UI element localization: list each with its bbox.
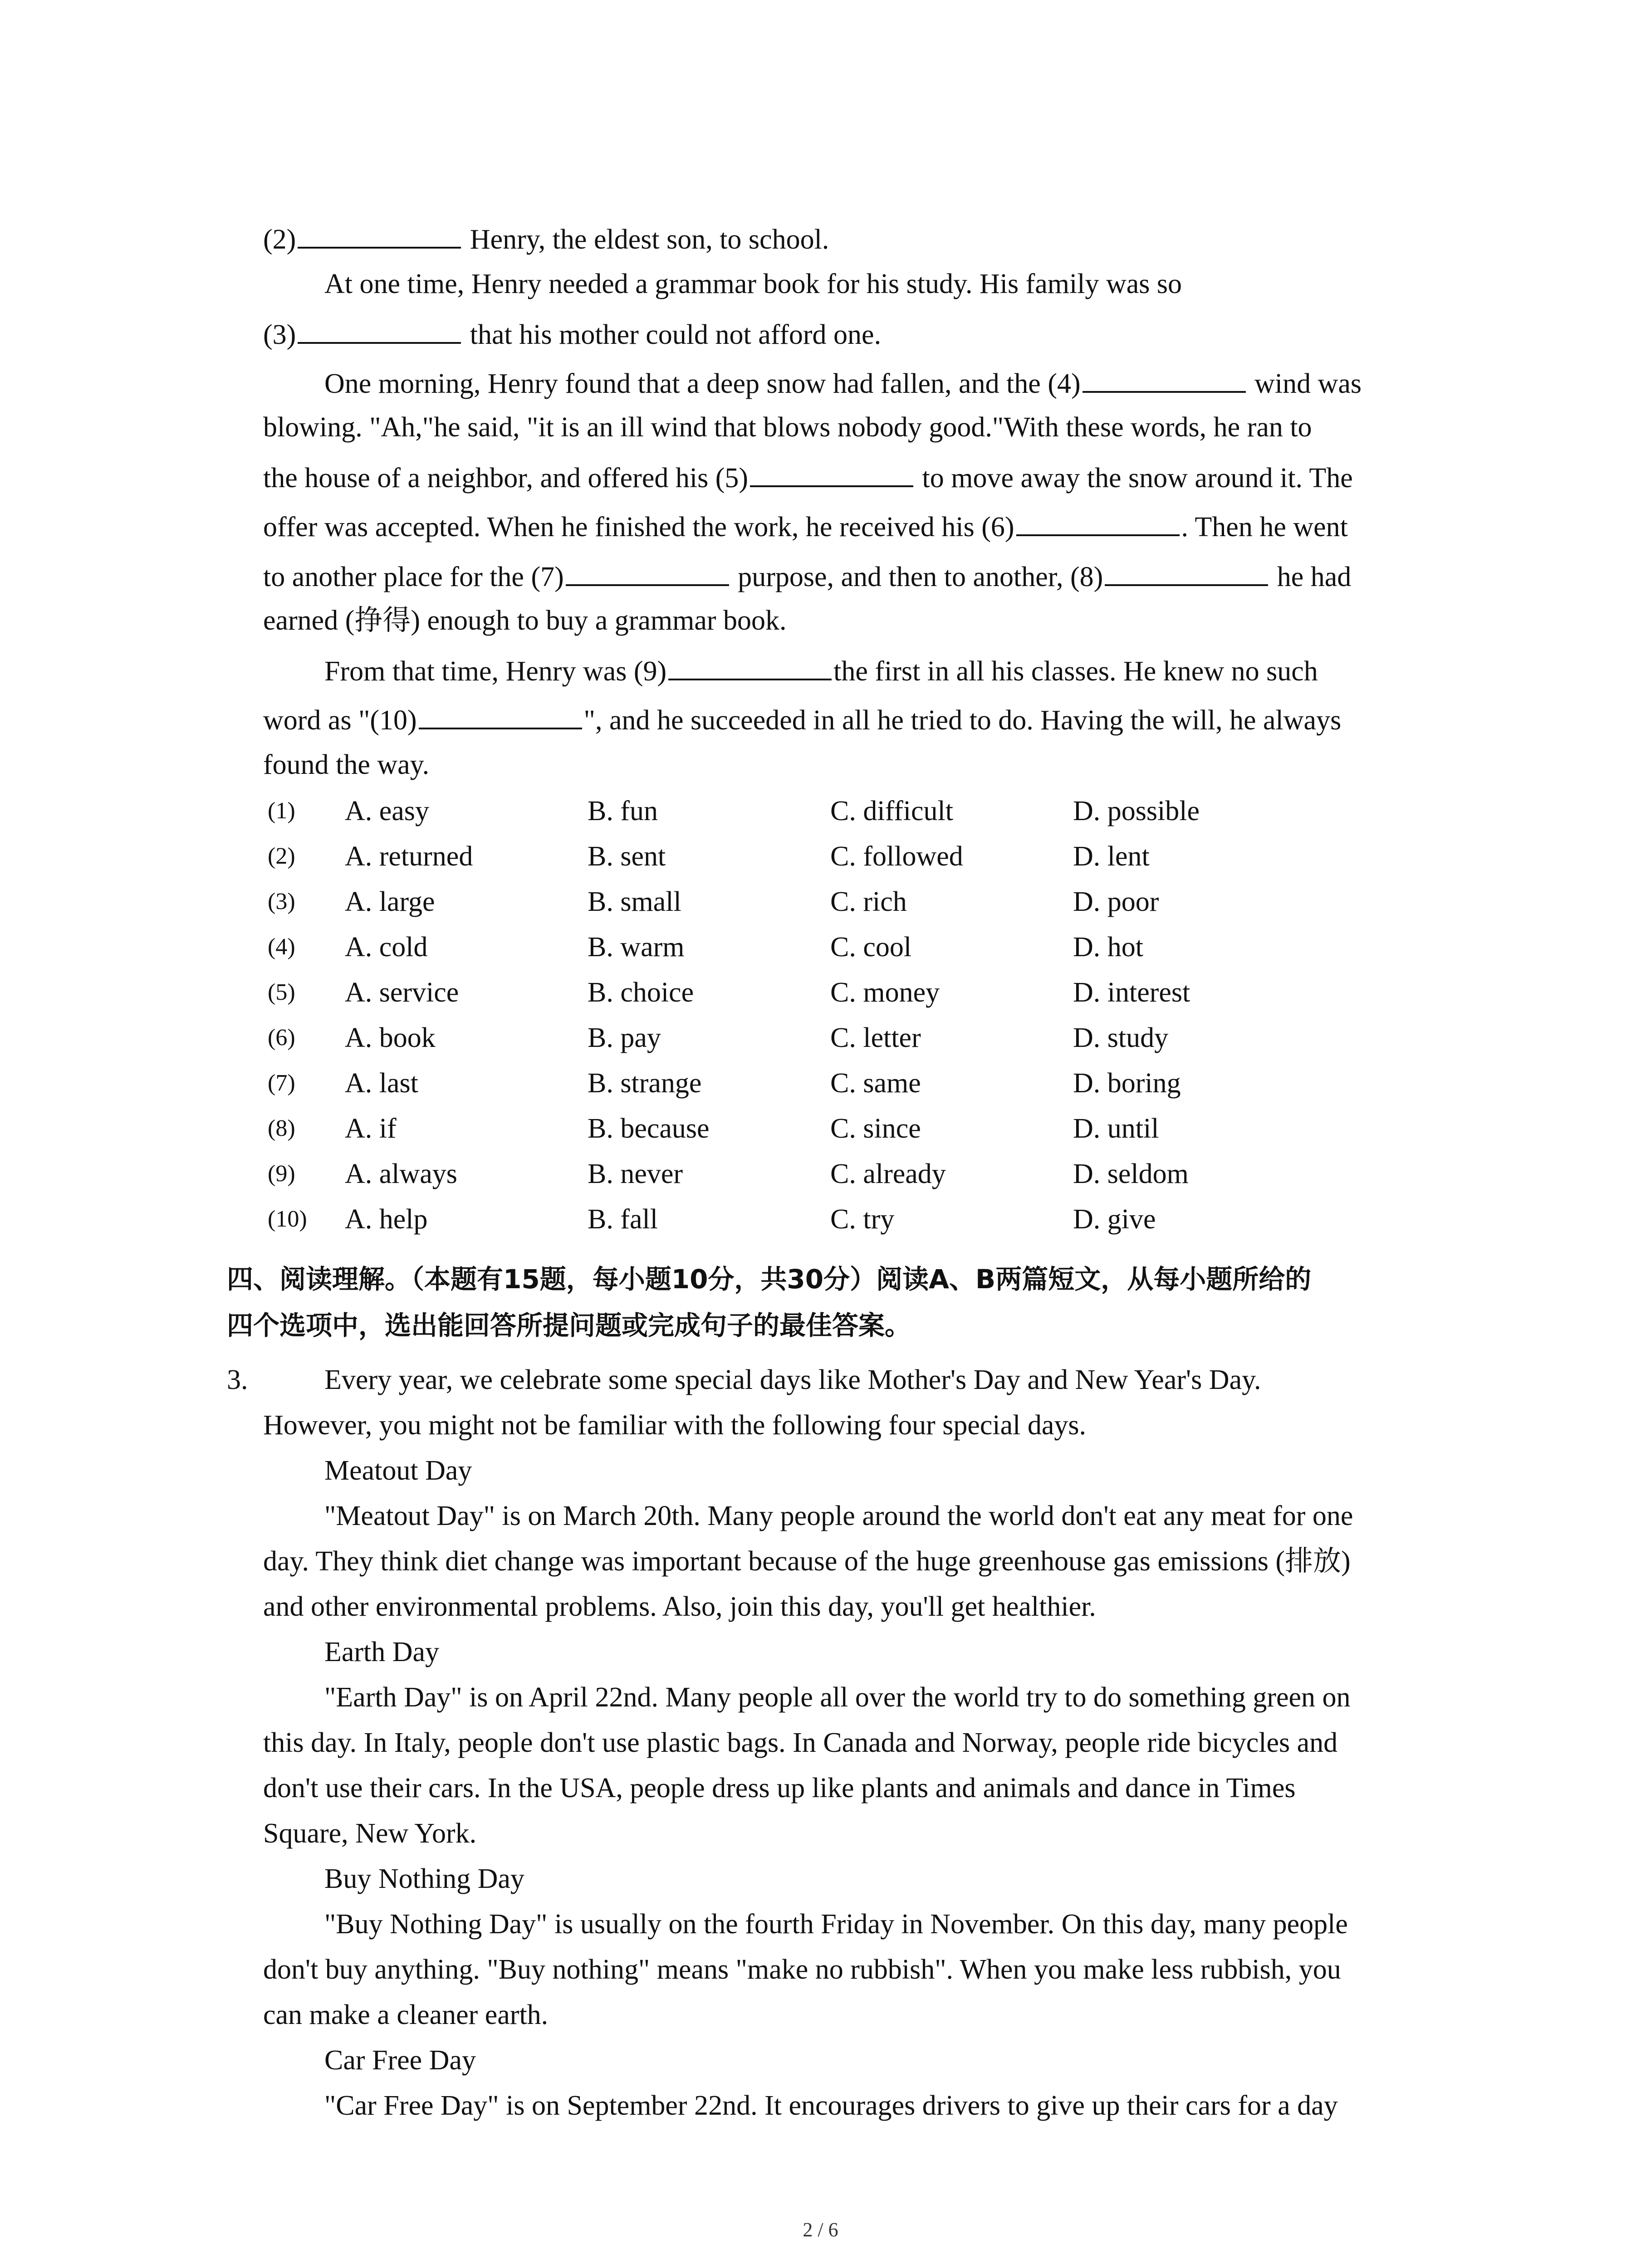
answer-blank bbox=[566, 559, 729, 586]
text-span: ", and he succeeded in all he tried to do. Having the will, he always bbox=[583, 705, 1342, 736]
passage-line: this day. In Italy, people don't use plastic bags. In Canada and Norway, people ride bicycles and bbox=[263, 1727, 1338, 1758]
option-row bbox=[263, 1112, 1488, 1149]
passage-line: earned (挣得) enough to buy a grammar book. bbox=[263, 605, 787, 636]
answer-blank bbox=[1083, 366, 1246, 393]
option-choice[interactable]: D. hot bbox=[1073, 932, 1143, 963]
text-span: he had bbox=[1270, 562, 1352, 592]
text-span: Henry, the eldest son, to school. bbox=[463, 224, 829, 255]
text-span: offer was accepted. When he finished the work, he received his (6) bbox=[263, 512, 1014, 543]
passage-line: At one time, Henry needed a grammar book for his study. His family was so bbox=[324, 269, 1182, 299]
option-choice[interactable]: A. if bbox=[345, 1113, 397, 1144]
text-span: purpose, and then to another, (8) bbox=[730, 562, 1103, 592]
option-choice[interactable]: B. sent bbox=[588, 841, 666, 872]
option-row bbox=[263, 885, 1488, 922]
text-span: . Then he went bbox=[1181, 512, 1348, 543]
passage-line bbox=[263, 509, 1452, 543]
text-span: One morning, Henry found that a deep snow had fallen, and the (4) bbox=[324, 368, 1081, 399]
option-choice[interactable]: D. give bbox=[1073, 1204, 1156, 1235]
option-row bbox=[263, 1203, 1488, 1239]
option-choice[interactable]: C. difficult bbox=[830, 796, 953, 826]
passage-line: "Earth Day" is on April 22nd. Many people all over the world try to do something green on bbox=[324, 1682, 1351, 1713]
option-choice[interactable]: A. always bbox=[345, 1158, 457, 1189]
option-number: (8) bbox=[268, 1115, 295, 1141]
passage-line: Every year, we celebrate some special days like Mother's Day and New Year's Day. bbox=[324, 1364, 1261, 1395]
option-choice[interactable]: C. money bbox=[830, 977, 940, 1008]
option-number: (4) bbox=[268, 934, 295, 960]
option-number: (5) bbox=[268, 979, 295, 1005]
text-span: to another place for the (7) bbox=[263, 562, 564, 592]
blank-number: (2) bbox=[263, 224, 296, 255]
answer-blank bbox=[1016, 509, 1180, 536]
text-span: From that time, Henry was (9) bbox=[324, 656, 667, 687]
answer-blank bbox=[668, 653, 832, 680]
option-choice[interactable]: B. strange bbox=[588, 1068, 702, 1099]
option-number: (3) bbox=[268, 889, 295, 914]
option-choice[interactable]: A. cold bbox=[345, 932, 428, 963]
section-heading: 四、阅读理解。（本题有15题，每小题10分，共30分）阅读A、B两篇短文，从每小题所给的 bbox=[227, 1264, 1312, 1295]
subheading: Earth Day bbox=[324, 1637, 440, 1667]
option-choice[interactable]: B. warm bbox=[588, 932, 685, 963]
passage-line: "Meatout Day" is on March 20th. Many people around the world don't eat any meat for one bbox=[324, 1501, 1353, 1531]
option-choice[interactable]: C. since bbox=[830, 1113, 921, 1144]
option-choice[interactable]: D. study bbox=[1073, 1022, 1169, 1053]
text-span: wind was bbox=[1247, 368, 1362, 399]
option-choice[interactable]: C. try bbox=[830, 1204, 895, 1235]
option-choice[interactable]: B. fun bbox=[588, 796, 658, 826]
text-span: the first in all his classes. He knew no such bbox=[833, 656, 1318, 687]
option-choice[interactable]: D. interest bbox=[1073, 977, 1190, 1008]
option-choice[interactable]: A. large bbox=[345, 886, 435, 917]
text-span: that his mother could not afford one. bbox=[463, 319, 882, 350]
option-choice[interactable]: C. letter bbox=[830, 1022, 921, 1053]
option-choice[interactable]: A. book bbox=[345, 1022, 436, 1053]
option-choice[interactable]: C. same bbox=[830, 1068, 921, 1099]
option-choice[interactable]: C. already bbox=[830, 1158, 946, 1189]
passage-line: blowing. "Ah,"he said, "it is an ill wind that blows nobody good."With these words, he ran to bbox=[263, 412, 1312, 443]
subheading: Meatout Day bbox=[324, 1455, 472, 1486]
option-number: (7) bbox=[268, 1070, 295, 1096]
option-number: (2) bbox=[268, 843, 295, 869]
option-choice[interactable]: D. possible bbox=[1073, 796, 1200, 826]
option-row bbox=[263, 931, 1488, 967]
passage-line: can make a cleaner earth. bbox=[263, 1999, 549, 2030]
option-choice[interactable]: B. choice bbox=[588, 977, 694, 1008]
passage-line: day. They think diet change was important because of the huge greenhouse gas emissions (排放) bbox=[263, 1546, 1351, 1577]
option-choice[interactable]: A. easy bbox=[345, 796, 429, 826]
option-row bbox=[263, 1067, 1488, 1103]
passage-line: found the way. bbox=[263, 749, 430, 780]
option-choice[interactable]: A. returned bbox=[345, 841, 473, 872]
option-choice[interactable]: A. service bbox=[345, 977, 459, 1008]
passage-line: Square, New York. bbox=[263, 1818, 477, 1849]
option-choice[interactable]: C. cool bbox=[830, 932, 912, 963]
option-choice[interactable]: D. lent bbox=[1073, 841, 1150, 872]
option-row bbox=[263, 1158, 1488, 1194]
option-number: (10) bbox=[268, 1206, 307, 1232]
passage-line: However, you might not be familiar with the following four special days. bbox=[263, 1410, 1087, 1441]
answer-blank bbox=[298, 317, 461, 344]
option-choice[interactable]: A. last bbox=[345, 1068, 418, 1099]
option-row bbox=[263, 840, 1488, 876]
passage-line bbox=[263, 559, 1452, 593]
answer-blank bbox=[1105, 559, 1268, 586]
option-choice[interactable]: B. pay bbox=[588, 1022, 661, 1053]
question-number: 3. bbox=[227, 1364, 248, 1395]
section-heading: 四个选项中，选出能回答所提问题或完成句子的最佳答案。 bbox=[227, 1310, 911, 1341]
text-span: to move away the snow around it. The bbox=[915, 463, 1353, 494]
option-choice[interactable]: C. followed bbox=[830, 841, 963, 872]
passage-line: "Car Free Day" is on September 22nd. It encourages drivers to give up their cars for a day bbox=[324, 2090, 1338, 2121]
blank-number: (3) bbox=[263, 319, 296, 350]
answer-blank bbox=[419, 702, 582, 729]
option-choice[interactable]: D. until bbox=[1073, 1113, 1159, 1144]
passage-line bbox=[263, 702, 1452, 737]
text-span: word as "(10) bbox=[263, 705, 417, 736]
passage-line bbox=[263, 460, 1452, 494]
subheading: Car Free Day bbox=[324, 2045, 476, 2076]
option-number: (1) bbox=[268, 798, 295, 824]
passage-line: don't use their cars. In the USA, people dress up like plants and animals and dance in Times bbox=[263, 1773, 1296, 1804]
option-number: (6) bbox=[268, 1025, 295, 1051]
option-choice[interactable]: A. help bbox=[345, 1204, 428, 1235]
option-choice[interactable]: B. never bbox=[588, 1158, 683, 1189]
option-choice[interactable]: D. boring bbox=[1073, 1068, 1181, 1099]
option-choice[interactable]: B. fall bbox=[588, 1204, 658, 1235]
passage-line: "Buy Nothing Day" is usually on the fourth Friday in November. On this day, many people bbox=[324, 1909, 1348, 1940]
answer-blank bbox=[298, 221, 461, 249]
option-choice[interactable]: B. because bbox=[588, 1113, 710, 1144]
option-choice[interactable]: D. seldom bbox=[1073, 1158, 1189, 1189]
option-choice[interactable]: B. small bbox=[588, 886, 681, 917]
passage-line bbox=[324, 653, 1513, 688]
option-row bbox=[263, 795, 1488, 831]
passage-line: don't buy anything. "Buy nothing" means "make no rubbish". When you make less rubbish, you bbox=[263, 1954, 1341, 1985]
passage-line bbox=[324, 366, 1513, 400]
option-choice[interactable]: D. poor bbox=[1073, 886, 1159, 917]
option-row bbox=[263, 1022, 1488, 1058]
subheading: Buy Nothing Day bbox=[324, 1863, 524, 1894]
text-span: the house of a neighbor, and offered his (5) bbox=[263, 463, 748, 494]
passage-line bbox=[263, 221, 1452, 256]
option-number: (9) bbox=[268, 1161, 295, 1187]
option-choice[interactable]: C. rich bbox=[830, 886, 907, 917]
passage-line bbox=[263, 317, 1452, 351]
page-number: 2 / 6 bbox=[803, 2219, 838, 2241]
answer-blank bbox=[750, 460, 913, 487]
passage-line: and other environmental problems. Also, join this day, you'll get healthier. bbox=[263, 1591, 1096, 1622]
option-row bbox=[263, 976, 1488, 1012]
